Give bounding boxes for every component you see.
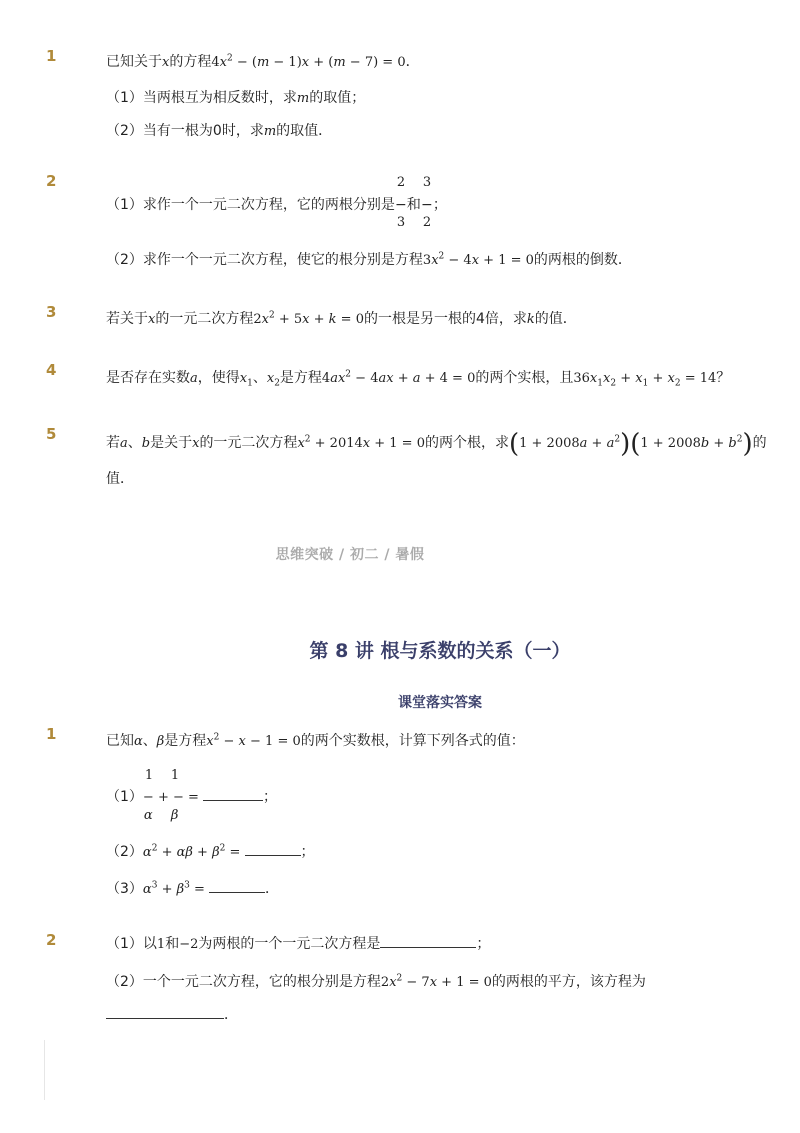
math-expression: 1 1 α β − + − = <box>142 768 204 823</box>
math-expression: $x_1$ <box>239 371 253 389</box>
math-expression: $(1 + 2008a + a^2)(1 + 2008b + b^2)$ <box>508 429 753 459</box>
question-number: 4 <box>46 361 57 379</box>
answer-blank[interactable] <box>380 935 476 948</box>
page-footer: 思维突破 / 初二 / 暑假 <box>275 547 425 563</box>
equation: $3x^2 - 4x + 1 = 0$ <box>422 251 534 268</box>
sub-question: （1）求作一个一元二次方程，它的两根分别是 2 − 3 和 3 − 2 ； <box>106 175 447 230</box>
math-expression: $\alpha^3 + \beta^3$ = <box>142 880 210 897</box>
equation: $4x^2 - (m - 1)x + (m - 7) = 0$ <box>211 53 406 70</box>
margin-rule <box>44 1040 45 1100</box>
sub-question: （1）当两根互为相反数时，求m的取值； <box>106 90 366 106</box>
sub-question: （2）求作一个一元二次方程，使它的根分别是方程$3x^2 - 4x + 1 = 0$的两根的倒数． <box>106 251 632 268</box>
question-number: 1 <box>46 725 57 743</box>
equation: $36x_1x_2 + x_1 + x_2 = 14$ <box>573 371 717 389</box>
answer-blank[interactable] <box>209 880 265 893</box>
sub-question: $(3)\alpha^3 + \beta^3$ = ． <box>106 880 280 897</box>
equation: $x^2 - x - 1 = 0$ <box>206 732 301 749</box>
answer-blank[interactable] <box>106 1006 224 1019</box>
sub-question: （2）当有一根为0时，求m的取值． <box>106 123 333 139</box>
question-stem: 若a、b是关于x的一元二次方程$x^2 + 2014x + 1 = 0$的两个根，求$(1 + 2008a + a^2)(1 + 2008b + b^2)$的 <box>106 429 767 459</box>
fraction: 2 − 3 <box>395 175 407 230</box>
question-number: 2 <box>46 931 57 949</box>
answer-blank[interactable] <box>203 788 263 801</box>
question-number: 3 <box>46 303 57 321</box>
question-number: 1 <box>46 47 57 65</box>
question-stem-continued: 值． <box>106 471 134 487</box>
math-expression: $\alpha^2 + \alpha\beta + \beta^2$ = <box>142 843 245 860</box>
equation: $2x^2 - 7x + 1 = 0$ <box>380 973 492 990</box>
question-stem: 已知α、β是方程$x^2 - x - 1 = 0$的两个实数根，计算下列各式的值： <box>106 732 525 749</box>
sub-question: （1）以1和−2为两根的一个一元二次方程是 ； <box>106 936 491 952</box>
fraction: 3 − 2 <box>421 175 433 230</box>
answer-blank[interactable] <box>245 843 301 856</box>
sub-question-continued: ． <box>106 1004 238 1024</box>
math-expression: $x_2$ <box>266 371 280 389</box>
question-number: 2 <box>46 172 57 190</box>
question-stem: 是否存在实数a，使得$x_1$、$x_2$是方程$4ax^2 - 4ax + a + 4 = 0$的两个实根，且$36x_1x_2 + x_1 + x_2 = 14$？ <box>106 369 731 389</box>
sub-question: （1） 1 1 α β − + − = ； <box>106 768 278 823</box>
question-stem: 已知关于x的方程$4x^2 - (m - 1)x + (m - 7) = 0$． <box>106 53 420 70</box>
equation: $x^2 + 2014x + 1 = 0$ <box>297 434 425 451</box>
question-number: 5 <box>46 425 57 443</box>
question-stem: 若关于x的一元二次方程$2x^2 + 5x + k = 0$的一根是另一根的4倍，求k的值． <box>106 310 577 327</box>
equation: $4ax^2 - 4ax + a + 4 = 0$ <box>321 369 476 386</box>
sub-question: $(2)\alpha^2 + \alpha\beta + \beta^2$ = ； <box>106 843 315 860</box>
sub-question: （2）一个一元二次方程，它的根分别是方程$2x^2 - 7x + 1 = 0$的两根的平方，该方程为 <box>106 973 646 990</box>
chapter-title: 第 8 讲 根与系数的关系（一） <box>309 640 571 662</box>
equation: $2x^2 + 5x + k = 0$ <box>253 310 364 327</box>
section-subtitle: 课堂落实答案 <box>398 695 482 711</box>
